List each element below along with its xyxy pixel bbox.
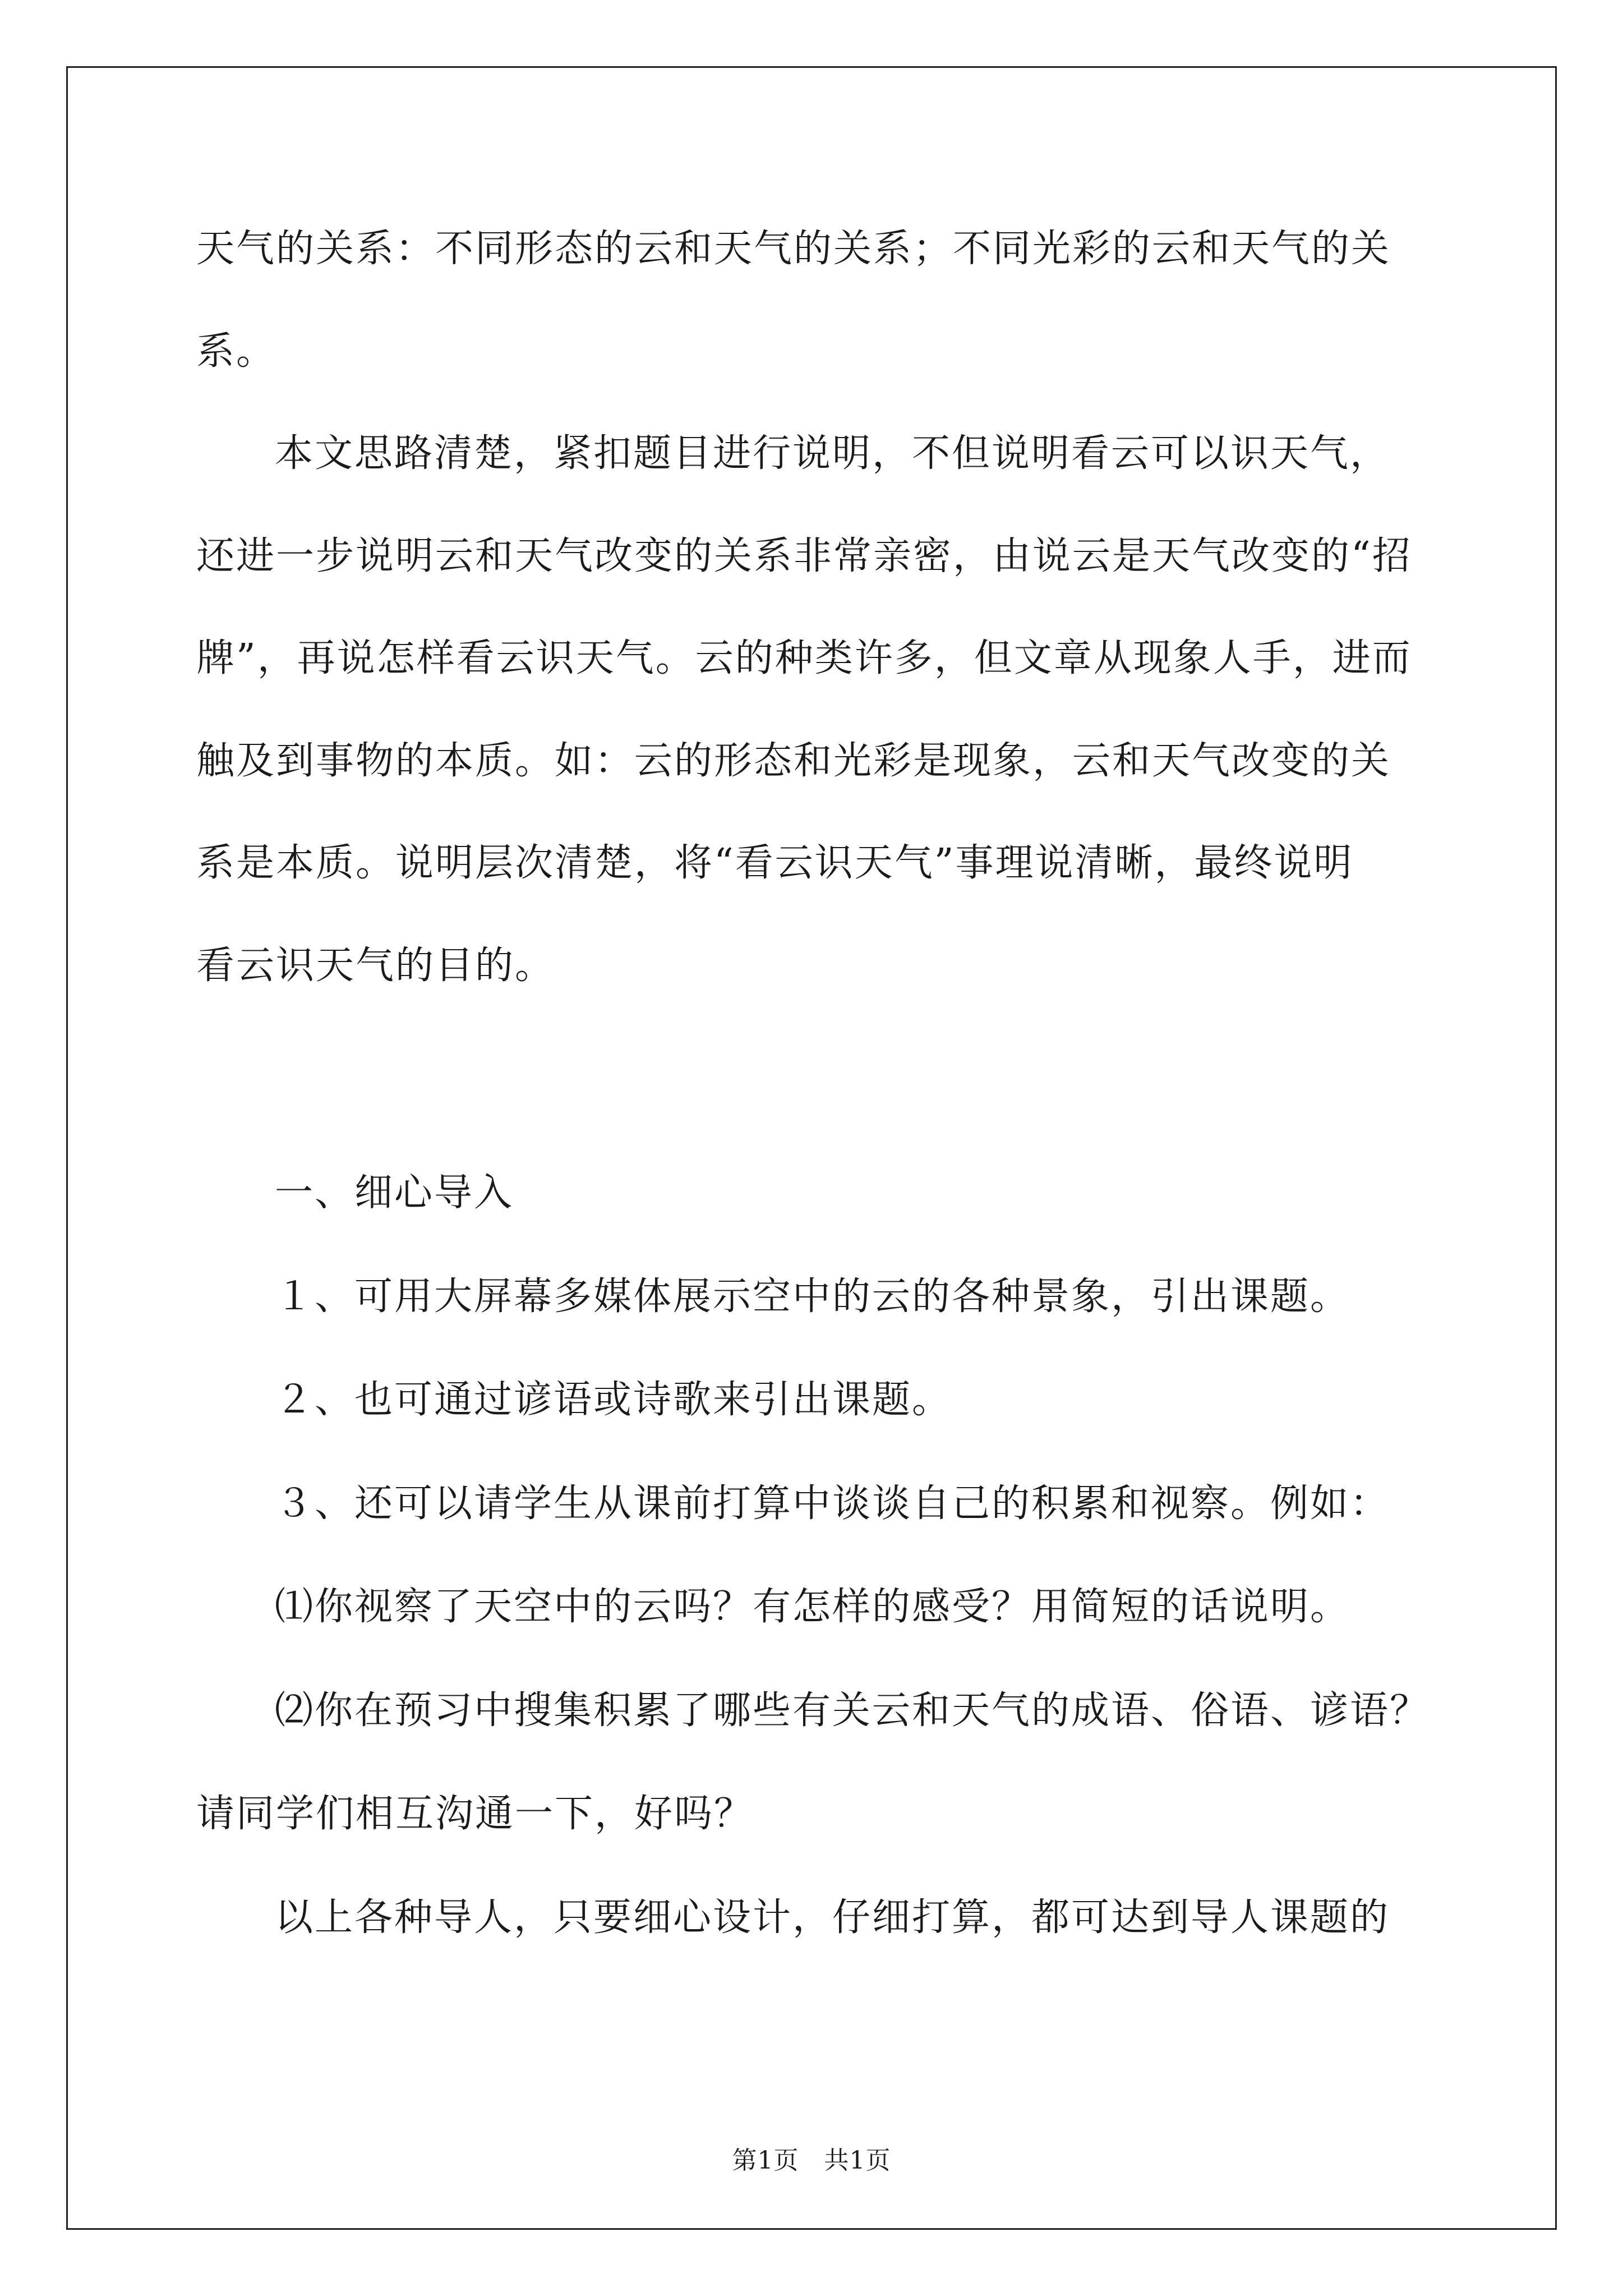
text-line-7: 系是本质。说明层次清楚，将“看云识天气”事理说清晰，最终说明: [196, 841, 1354, 885]
text-line-last: 以上各种导人，只要细心设计，仔细打算，都可达到导人课题的: [275, 1895, 1390, 1940]
section-heading: 一、细心导入: [275, 1171, 514, 1215]
text-line-8: 看云识天气的目的。: [196, 944, 555, 988]
list-item-1: １、可用大屏幕多媒体展示空中的云的各种景象，引出课题。: [275, 1274, 1350, 1319]
text-line-5: 牌”，再说怎样看云识天气。云的种类许多，但文章从现象人手，进而: [196, 636, 1412, 680]
sub-item-2: ⑵你在预习中搜集积累了哪些有关云和天气的成语、俗语、谚语？: [275, 1688, 1430, 1733]
list-item-2: ２、也可通过谚语或诗歌来引出课题。: [275, 1378, 952, 1422]
text-line-continued: 请同学们相互沟通一下，好吗？: [196, 1792, 754, 1836]
text-line-2: 系。: [196, 329, 276, 374]
text-line-6: 触及到事物的本质。如：云的形态和光彩是现象，云和天气改变的关: [196, 739, 1391, 783]
text-line-4: 还进一步说明云和天气改变的关系非常亲密，由说云是天气改变的“招: [196, 534, 1412, 578]
text-line-1: 天气的关系：不同形态的云和天气的关系；不同光彩的云和天气的关: [196, 227, 1391, 271]
list-item-3: ３、还可以请学生从课前打算中谈谈自己的积累和视察。例如：: [275, 1481, 1390, 1526]
text-line-3: 本文思路清楚，紧扣题目进行说明，不但说明看云可以识天气，: [275, 431, 1390, 476]
page-footer: 第1页 共1页: [732, 2146, 891, 2175]
sub-item-1: ⑴你视察了天空中的云吗？有怎样的感受？用简短的话说明。: [275, 1585, 1350, 1629]
